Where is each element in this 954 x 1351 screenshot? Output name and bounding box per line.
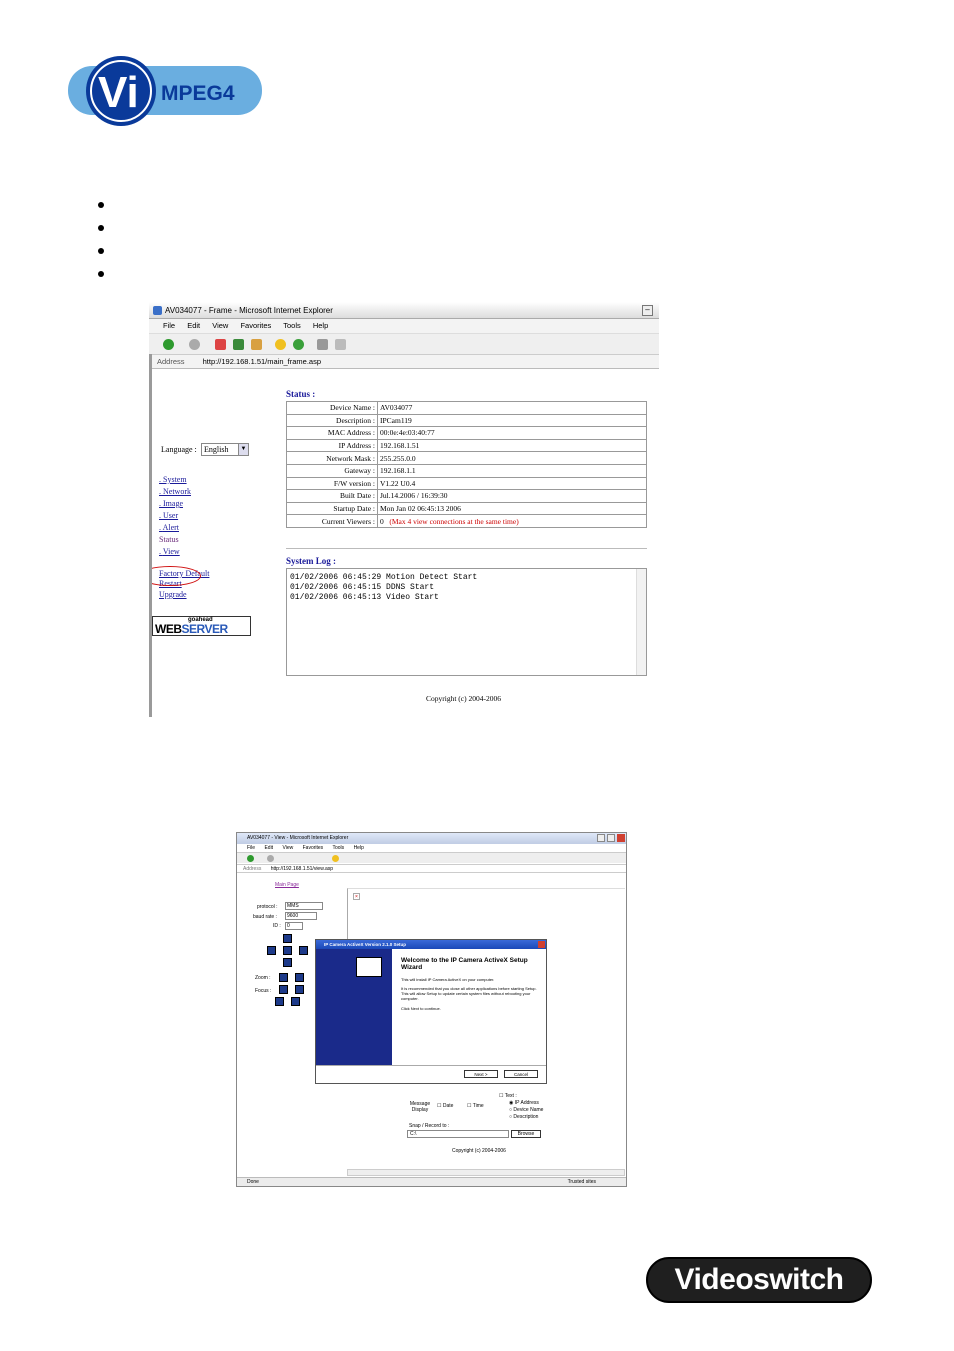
browser-window-view [236,832,627,1187]
system-log-title: System Log : [286,556,336,566]
menu-help[interactable]: Help [353,845,364,851]
table-row [287,402,647,415]
address-bar [149,355,659,369]
log-line: 01/02/2006 06:45:15 DDNS Start [290,583,435,592]
menu-edit[interactable]: Edit [264,845,274,851]
wizard-heading: Welcome to the IP Camera ActiveX Setup Wizard [401,957,528,971]
address-label: Address [243,866,262,872]
videoswitch-logo [646,1257,872,1303]
address-input[interactable]: http://192.168.1.51/main_frame.asp [202,357,322,366]
window-title: AV034077 - View - Microsoft Internet Explorer [247,835,349,841]
status-key: Current Viewers : [287,515,378,528]
nav-network[interactable]: . Network [159,487,191,496]
status-value: V1.22 U0.4 [378,477,647,490]
menu-view[interactable]: View [212,321,229,330]
table-row [287,464,647,477]
time-label: Time [472,1103,484,1109]
ptz-home-button[interactable] [283,946,292,955]
wizard-text: Click Next to continue. [401,1006,441,1011]
status-key: Device Name : [287,402,378,415]
zoom-in-button[interactable] [279,973,288,982]
close-icon[interactable] [538,941,545,948]
status-key: F/W version : [287,477,378,490]
menu-file[interactable]: File [247,845,256,851]
language-label: Language : [161,445,197,454]
status-table [286,401,647,528]
protocol-select[interactable] [285,902,323,910]
table-row [287,414,647,427]
bullet [98,202,104,208]
dialog-title-bar [316,940,546,949]
edit-icon[interactable] [335,339,346,350]
text-option[interactable]: ☐ Text : [499,1093,517,1099]
address-bar [237,864,626,873]
focus-near-button[interactable] [279,985,288,994]
status-value: Mon Jan 02 06:45:13 2006 [378,502,647,515]
status-key: Built Date : [287,490,378,503]
menu-bar [247,845,364,851]
menu-favorites[interactable]: Favorites [302,845,324,851]
chevron-down-icon: ▼ [238,444,248,455]
wizard-banner [316,949,392,1065]
copyright: Copyright (c) 2004-2006 [452,1148,506,1154]
menu-help[interactable]: Help [312,321,329,330]
nav-status-label: Status [159,535,179,544]
zoom-out-button[interactable] [295,973,304,982]
browser-window-frame [149,302,659,717]
table-row [287,427,647,440]
nav-upgrade-label: Upgrade [159,590,187,599]
system-log-textarea[interactable] [286,568,647,676]
menu-favorites[interactable]: Favorites [240,321,272,330]
baud-rate-value: 9600 [287,913,299,919]
table-row [287,490,647,503]
divider [316,1065,546,1066]
snap-path-value: C:\ [410,1131,417,1137]
nav-alert[interactable]: . Alert [159,523,179,532]
toolbar [237,852,626,863]
window-title: AV034077 - Frame - Microsoft Internet Explorer [165,306,333,315]
snap-record-label: Snap / Record to : [409,1123,450,1129]
table-row [287,515,647,528]
status-value: AV034077 [378,402,647,415]
nav-image[interactable]: . Image [159,499,183,508]
table-row [287,439,647,452]
ptz-left-button[interactable] [267,946,276,955]
ip-address-option[interactable]: ◉ IP Address [509,1100,539,1106]
log-scrollbar[interactable] [636,569,646,675]
ptz-up-button[interactable] [283,934,292,943]
close-icon[interactable] [617,834,625,842]
baud-rate-select[interactable] [285,912,317,920]
history-icon[interactable] [293,339,304,350]
id-select[interactable] [285,922,303,930]
date-checkbox[interactable]: ☐ Date [437,1103,454,1109]
divider [286,548,647,549]
red-highlight-circle [149,566,201,586]
status-value: IPCam119 [378,414,647,427]
back-icon[interactable] [163,339,174,350]
status-bar [237,1177,626,1186]
ip-address-label: IP Address [514,1100,539,1106]
nav-upgrade[interactable] [159,590,187,599]
stop-button[interactable] [291,997,300,1006]
server-text: SERVER [181,622,228,636]
minimize-icon[interactable] [597,834,605,842]
main-page-link[interactable]: Main Page [275,882,299,888]
stop-icon[interactable] [215,339,226,350]
address-label: Address [157,357,185,366]
broken-image-icon: × [353,893,360,900]
table-row [287,502,647,515]
nav-view[interactable]: . View [159,547,180,556]
status-key: Startup Date : [287,502,378,515]
table-row [287,452,647,465]
nav-system-label: System [163,475,187,484]
focus-label: Focus : [255,988,272,994]
home-icon[interactable] [251,339,262,350]
snap-path-input[interactable] [407,1130,509,1138]
menu-file[interactable]: File [163,321,176,330]
table-row [287,477,647,490]
cancel-button[interactable]: Cancel [504,1070,538,1078]
horizontal-scrollbar[interactable] [347,1169,625,1176]
status-value: 00:0e:4e:03:40:77 [378,427,647,440]
nav-view-label: View [162,547,180,556]
menu-tools[interactable]: Tools [283,321,301,330]
status-value: 255.255.0.0 [378,452,647,465]
focus-far-button[interactable] [295,985,304,994]
nav-alert-label: Alert [162,523,179,532]
dialog-title: IP Camera ActiveX Version 2.1.0 Setup [324,942,407,947]
browse-button[interactable]: Browse [511,1130,541,1138]
date-label: Date [442,1103,454,1109]
menu-bar [149,319,659,333]
nav-status [159,535,179,544]
menu-edit[interactable]: Edit [187,321,201,330]
activex-setup-dialog [315,939,547,1084]
vi-text: Vi [98,68,139,117]
copyright: Copyright (c) 2004-2006 [426,694,501,703]
back-icon[interactable] [247,855,254,862]
status-value: 192.168.1.51 [378,439,647,452]
status-key: MAC Address : [287,427,378,440]
status-key: Network Mask : [287,452,378,465]
forward-icon[interactable] [267,855,274,862]
description-option[interactable]: ○ Description [509,1114,539,1120]
nav-factory-default-label: Factory Default [159,569,210,578]
nav-user-label: User [163,511,179,520]
status-key: Description : [287,414,378,427]
title-bar [149,302,659,319]
ptz-right-button[interactable] [299,946,308,955]
device-name-label: Device Name [513,1107,544,1113]
status-zone: Trusted sites [567,1179,596,1185]
status-done: Done [247,1179,259,1185]
description-label: Description [513,1114,539,1120]
wizard-text: It is recommended that you close all other applications before starting Setup. This will allow Setup to update certain system files without rebooting your computer. [401,986,537,1001]
goahead-text: goahead [188,617,213,623]
forward-icon[interactable] [189,339,200,350]
address-input[interactable]: http://192.168.1.51/view.asp [270,866,334,872]
nav-user[interactable]: . User [159,511,179,520]
status-value: Jul.14.2006 / 16:39:30 [378,490,647,503]
maximize-icon[interactable] [607,834,615,842]
status-key: Gateway : [287,464,378,477]
language-select-value: English [204,445,229,454]
bullet [98,225,104,231]
device-name-option[interactable]: ○ Device Name [509,1107,544,1113]
favorites-star-icon[interactable] [332,855,339,862]
favorites-star-icon[interactable] [275,339,286,350]
baud-rate-label: baud rate : [253,914,277,920]
window-left-edge [149,354,152,717]
ie-icon [153,306,162,315]
minimize-button[interactable]: – [642,305,653,316]
bullet [98,271,104,277]
refresh-icon[interactable] [233,339,244,350]
mpeg4-text: MPEG4 [161,82,235,105]
log-line: 01/02/2006 06:45:13 Video Start [290,593,439,602]
status-title: Status : [286,389,316,399]
menu-tools[interactable]: Tools [332,845,345,851]
wizard-text: This will install IP Camera ActiveX on your computer. [401,977,495,982]
id-value: 0 [287,923,290,929]
nav-image-label: Image [163,499,183,508]
toolbar [149,333,659,355]
status-value: 192.168.1.1 [378,464,647,477]
menu-view[interactable]: View [282,845,294,851]
status-key: IP Address : [287,439,378,452]
next-button[interactable]: Next > [464,1070,498,1078]
title-bar [237,833,626,844]
print-icon[interactable] [317,339,328,350]
log-line: 01/02/2006 06:45:29 Motion Detect Start [290,573,478,582]
protocol-value: MMS [287,903,299,909]
id-label: ID : [273,923,281,929]
setup-icon [356,957,382,977]
protocol-label: protocol : [257,904,278,910]
bullet [98,248,104,254]
ptz-down-button[interactable] [283,958,292,967]
zoom-label: Zoom : [255,975,271,981]
play-button[interactable] [275,997,284,1006]
vi-mpeg4-logo [68,55,264,127]
web-text: WEB [155,622,182,636]
message-display-label: Message Display [409,1101,431,1113]
goahead-webserver-badge [152,616,251,636]
nav-restart-label: Restart [159,579,182,588]
language-select[interactable] [201,443,249,456]
viewers-note: (Max 4 view connections at the same time) [389,516,519,526]
text-label: Text : [504,1093,517,1099]
status-value: 0 [380,516,384,526]
nav-network-label: Network [163,487,191,496]
nav-system[interactable]: . System [159,475,187,484]
time-checkbox[interactable]: ☐ Time [467,1103,484,1109]
videoswitch-text: Videoswitch [674,1263,844,1296]
